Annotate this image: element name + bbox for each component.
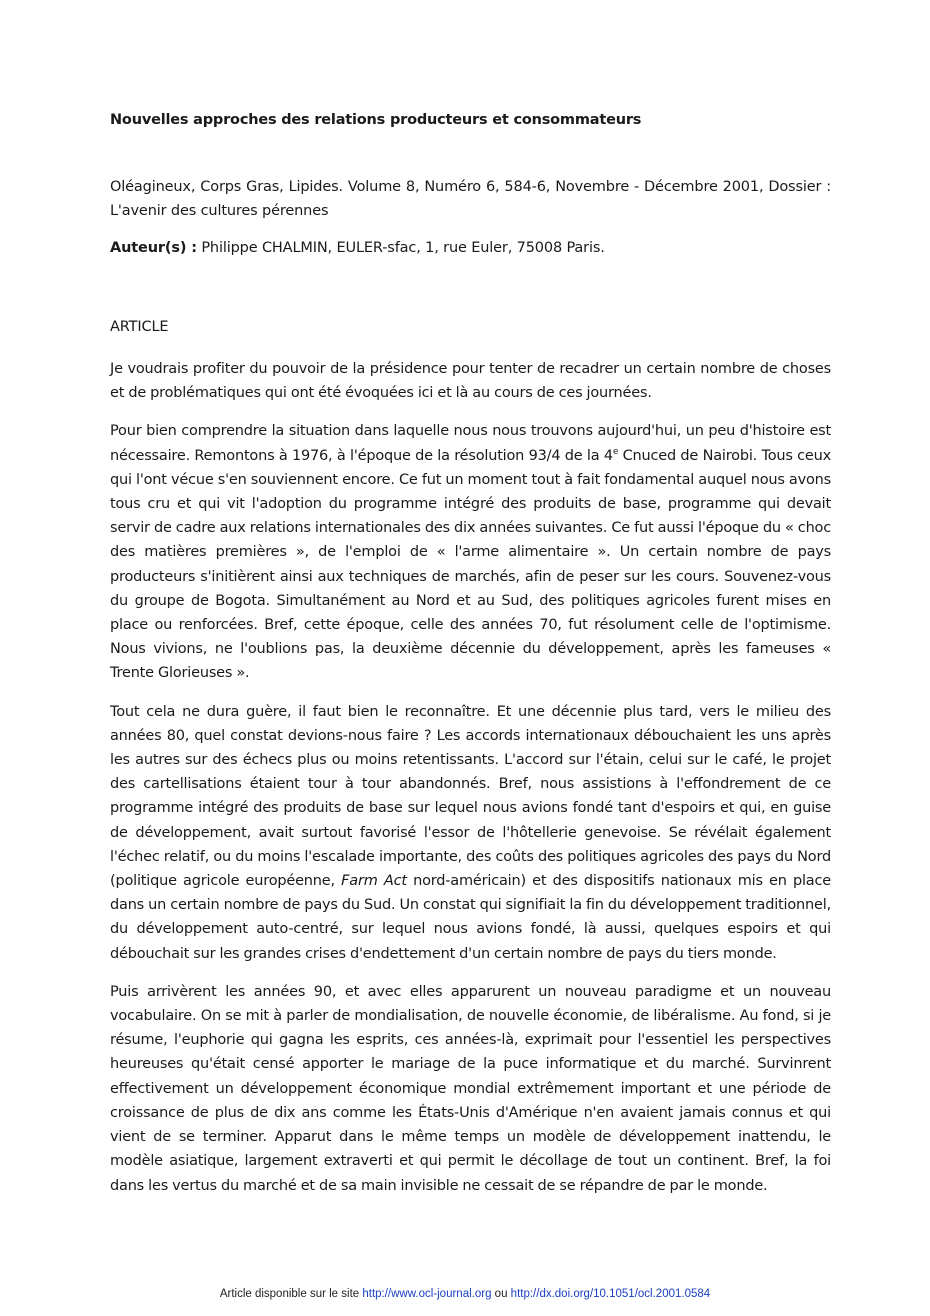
article-body (110, 357, 831, 1212)
authors-line (110, 240, 605, 256)
authors-value: Philippe CHALMIN, EULER-sfac, 1, rue Euler, 75008 Paris. (196, 240, 605, 256)
paragraph-2-part-b: Cnuced de Nairobi. Tous ceux qui l'ont vécue s'en souviennent encore. Ce fut un moment tout à fait fondamental auquel nous avons tous cru et qui vit l'adoption du programme intégré des produits de base, programme qui devait servir de cadre aux relations internationales des dix années suivantes. Ce fut aussi l'époque du « choc des matières premières », de l'emploi de « l'arme alimentaire ». Un certain nombre de pays producteurs s'initièrent ainsi aux techniques de marchés, afin de peser sur les cours. Souvenez-vous du groupe de Bogota. Simultanément au Nord et au Sud, des politiques agricoles furent mises en place ou renforcées. Bref, cette époque, celle des années 70, fut résolument celle de l'optimisme. Nous vivions, ne l'oublions pas, la deuxième décennie du développement, après les fameuses « Trente Glorieuses ». (110, 447, 831, 682)
doi-link[interactable]: http://dx.doi.org/10.1051/ocl.2001.0584 (510, 1288, 711, 1300)
paragraph-4: Puis arrivèrent les années 90, et avec elles apparurent un nouveau paradigme et un nouveau vocabulaire. On se mit à parler de mondialisation, de nouvelle économie, de libéralisme. Au fond, si je résume, l'euphorie qui gagna les esprits, ces années-là, exprimait pour l'essentiel les perspectives heureuses qu'était censé apporter le mariage de la puce informatique et du marché. Survinrent effectivement un développement économique mondial extrêmement important et une période de croissance de plus de dix ans comme les États-Unis d'Amérique n'en avaient jamais connus et qui vient de se terminer. Apparut dans le même temps un modèle de développement inattendu, le modèle asiatique, largement extraverti et qui permit le décollage de tout un continent. Bref, la foi dans les vertus du marché et de sa main invisible ne cessait de se répandre de par le monde. (110, 983, 831, 1194)
paragraph-3 (110, 700, 831, 966)
footer-prefix: Article disponible sur le site (219, 1288, 363, 1300)
paragraph-2-part-a: Pour bien comprendre la situation dans laquelle nous nous trouvons aujourd'hui, un peu d'histoire est nécessaire. Remontons à 1976, à l'époque de la résolution 93/4 de la 4 (110, 423, 831, 464)
paragraph-3-emphasis: Farm Act (341, 873, 407, 890)
paragraph-1: Je voudrais profiter du pouvoir de la présidence pour tenter de recadrer un certain nombre de choses et de problématiques qui ont été évoquées ici et là au cours de ces journées. (110, 361, 831, 402)
paragraph-3-part-b: nord-américain) et des dispositifs nationaux mis en place dans un certain nombre de pays du Sud. Un constat qui signifiait la fin du développement traditionnel, du développement auto-centré, sur lequel nous avions fondé, là aussi, quelques espoirs et qui débouchait sur les grandes crises d'endettement d'un certain nombre de pays du tiers monde. (110, 873, 831, 962)
paragraph-2 (110, 419, 831, 685)
page-footer (0, 1288, 930, 1300)
ordinal-superscript: e (612, 446, 619, 457)
article-title: Nouvelles approches des relations producteurs et consommateurs (110, 112, 642, 128)
authors-label: Auteur(s) : (110, 240, 197, 256)
section-heading: ARTICLE (110, 319, 169, 335)
paragraph-3-part-a: Tout cela ne dura guère, il faut bien le reconnaître. Et une décennie plus tard, vers le milieu des années 80, quel constat devions-nous faire ? Les accords internationaux débouchaient les uns après les autres sur des échecs plus ou moins retentissants. L'accord sur l'étain, celui sur le café, le projet des cartellisations étaient tour à tour abandonnés. Bref, nous assistions à l'effondrement de ce programme intégré des produits de base sur lequel nous avions fondé tant d'espoirs et qui, en guise de développement, avait surtout favorisé l'essor de l'hôtellerie genevoise. Se révélait également l'échec relatif, ou du moins l'escalade importante, des coûts des politiques agricoles des pays du Nord (politique agricole européenne, (110, 703, 831, 890)
source-citation: Oléagineux, Corps Gras, Lipides. Volume 8, Numéro 6, 584-6, Novembre - Décembre 2001, Dossier : L'avenir des cultures pérennes (110, 179, 831, 219)
journal-link[interactable]: http://www.ocl-journal.org (362, 1288, 492, 1300)
footer-middle: ou (491, 1288, 511, 1300)
